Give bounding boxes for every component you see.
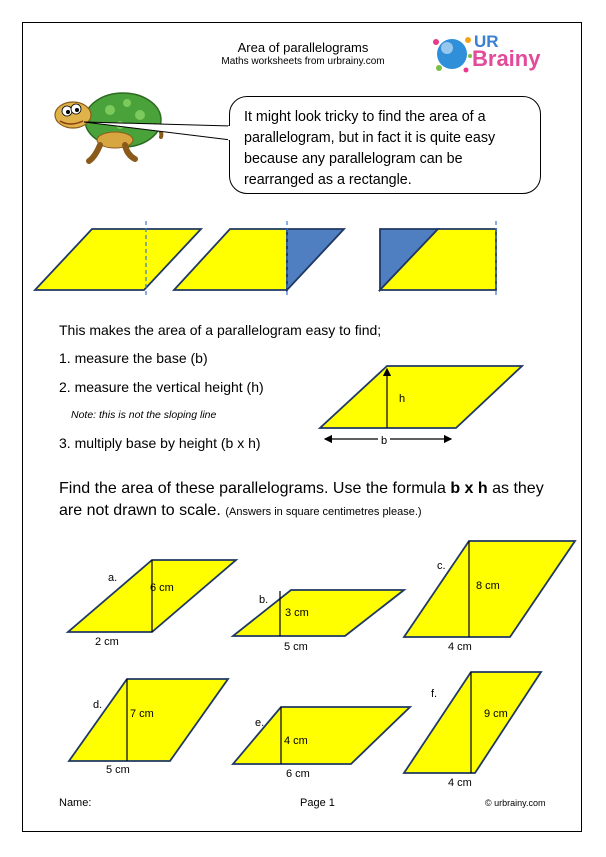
- problem-b-height-label: 3 cm: [285, 607, 309, 619]
- problem-f-shape: [404, 672, 541, 773]
- problem-e-shape: [233, 707, 410, 764]
- problem-f-base-label: 4 cm: [448, 777, 472, 789]
- problem-c-height-label: 8 cm: [476, 580, 500, 592]
- logo-brainy-text: Brainy: [472, 46, 541, 71]
- step-2: 2. measure the vertical height (h): [59, 379, 264, 395]
- speech-bubble: It might look tricky to find the area of a parallelogram, but in fact it is quite easy because any parallelogram can be rearranged as a rectangle.: [229, 96, 541, 194]
- problem-b-letter: b.: [259, 594, 269, 606]
- problem-a-letter: a.: [108, 572, 118, 584]
- problem-d-letter: d.: [93, 699, 103, 711]
- step-1: 1. measure the base (b): [59, 350, 208, 366]
- footer-copyright: © urbrainy.com: [485, 798, 546, 808]
- task-formula: b x h: [450, 480, 488, 497]
- problem-d-height-label: 7 cm: [130, 708, 154, 720]
- diagram-b-label: b: [378, 435, 390, 447]
- step-3: 3. multiply base by height (b x h): [59, 435, 261, 451]
- problem-e-base-label: 6 cm: [286, 768, 310, 780]
- task-line2: are not drawn to scale.: [59, 502, 221, 519]
- diagram-h-label: h: [399, 393, 406, 405]
- logo-ur-text: UR: [474, 32, 499, 51]
- task-line1-pre: Find the area of these parallelograms. Use the formula: [59, 480, 451, 497]
- problem-a-height-label: 6 cm: [150, 582, 174, 594]
- steps-lead: This makes the area of a parallelogram easy to find;: [59, 322, 382, 338]
- page-subtitle: Maths worksheets from urbrainy.com: [221, 56, 385, 67]
- problem-e-height-label: 4 cm: [284, 735, 308, 747]
- problem-e-letter: e.: [255, 717, 265, 729]
- problem-d-base-label: 5 cm: [106, 764, 130, 776]
- problem-b-base-label: 5 cm: [284, 641, 308, 653]
- problem-f-height-label: 9 cm: [484, 708, 508, 720]
- problem-d-shape: [69, 679, 228, 761]
- footer-name: Name:: [59, 797, 92, 809]
- problem-c-letter: c.: [437, 560, 446, 572]
- step-2-note: Note: this is not the sloping line: [71, 409, 217, 421]
- footer-page: Page 1: [300, 797, 335, 809]
- task-line2-small: (Answers in square centimetres please.): [225, 506, 422, 518]
- problem-f-letter: f.: [431, 688, 438, 700]
- problem-c-base-label: 4 cm: [448, 641, 472, 653]
- problem-a-base-label: 2 cm: [95, 636, 119, 648]
- page-title: Area of parallelograms: [237, 40, 369, 55]
- task-line1-post: as they: [487, 480, 544, 497]
